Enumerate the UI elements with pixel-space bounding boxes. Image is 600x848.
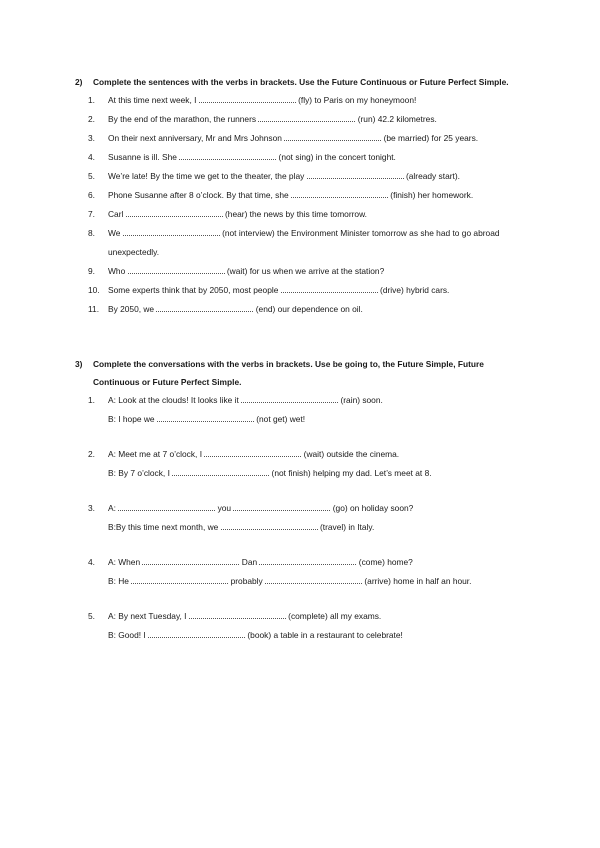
answer-blank[interactable]: [291, 189, 388, 198]
line-text: A: By next Tuesday, I: [108, 611, 189, 621]
item-text-post: (not sing) in the concert tonight.: [276, 152, 396, 162]
section-3-title-line-2: Continuous or Future Perfect Simple.: [93, 377, 242, 387]
item-number: 4.: [88, 557, 95, 567]
section-2: [0, 73, 600, 319]
line-text: A: Look at the clouds! It looks like it: [108, 395, 242, 405]
conversation-item: [0, 607, 600, 645]
item-number: 3.: [88, 133, 95, 143]
conversation-item: [0, 445, 600, 483]
conversation-line: [0, 445, 600, 464]
list-item: [0, 129, 600, 148]
list-item: [0, 281, 600, 300]
answer-blank[interactable]: [157, 413, 254, 422]
answer-blank[interactable]: [172, 467, 269, 476]
line-text: B: I hope we: [108, 414, 157, 424]
section-3-title-line-1: Complete the conversations with the verbs in brackets. Use be going to, the Future Simple, Future: [93, 359, 484, 369]
line-text: (book) a table in a restaurant to celebrate!: [245, 630, 403, 640]
list-item: [0, 148, 600, 167]
answer-blank[interactable]: [204, 448, 301, 457]
item-number: 2.: [88, 114, 95, 124]
conversation-line: [0, 553, 600, 572]
section-3: [0, 355, 600, 645]
answer-blank[interactable]: [128, 265, 225, 274]
answer-blank[interactable]: [284, 132, 381, 141]
line-text: (complete) all my exams.: [285, 611, 382, 621]
answer-blank[interactable]: [131, 575, 228, 584]
item-text-pre: Susanne is ill. She: [108, 152, 180, 162]
line-text: B: Good! I: [108, 630, 149, 640]
list-item-continuation: [0, 243, 600, 262]
line-text: B:By this time next month, we: [108, 522, 221, 532]
conversation-item: [0, 499, 600, 537]
section-2-list: [0, 91, 600, 319]
item-text-pre: We’re late! By the time we get to the theater, the play: [108, 171, 307, 181]
answer-blank[interactable]: [281, 284, 378, 293]
item-text-post: (hear) the news by this time tomorrow.: [222, 209, 367, 219]
line-text: (go) on holiday soon?: [330, 503, 414, 513]
item-number: 5.: [88, 171, 95, 181]
answer-blank[interactable]: [258, 113, 355, 122]
line-text: (not get) wet!: [253, 414, 306, 424]
conversation-line: [0, 518, 600, 537]
conversation-line: [0, 499, 600, 518]
item-number: 4.: [88, 152, 95, 162]
conversation-line: [0, 607, 600, 626]
line-text: B: By 7 o’clock, I: [108, 468, 173, 478]
conversation-line: [0, 626, 600, 645]
item-text-post: (run) 42.2 kilometres.: [355, 114, 437, 124]
item-text-post: (finish) her homework.: [387, 190, 474, 200]
section-3-heading: [0, 355, 600, 373]
list-item: [0, 224, 600, 243]
line-text: Dan: [239, 557, 260, 567]
answer-blank[interactable]: [307, 170, 404, 179]
item-text-post: (not interview) the Environment Minister tomorrow as she had to go abroad: [219, 228, 500, 238]
answer-blank[interactable]: [156, 303, 253, 312]
line-text: A:: [108, 503, 119, 513]
item-number: 6.: [88, 190, 95, 200]
item-number: 7.: [88, 209, 95, 219]
section-3-heading-cont: [0, 373, 600, 391]
item-text-pre: Phone Susanne after 8 o’clock. By that time, she: [108, 190, 291, 200]
conversation-line: [0, 572, 600, 591]
answer-blank[interactable]: [199, 94, 296, 103]
item-text-post: (wait) for us when we arrive at the station?: [224, 266, 385, 276]
answer-blank[interactable]: [148, 629, 245, 638]
line-text: B: He: [108, 576, 132, 586]
line-text: (travel) in Italy.: [317, 522, 375, 532]
line-text: you: [215, 503, 234, 513]
answer-blank[interactable]: [123, 227, 220, 236]
line-text: (come) home?: [356, 557, 413, 567]
item-text-post: (end) our dependence on oil.: [253, 304, 363, 314]
item-text-pre: Who: [108, 266, 128, 276]
answer-blank[interactable]: [233, 502, 330, 511]
list-item: [0, 186, 600, 205]
list-item: [0, 262, 600, 281]
item-number: 1.: [88, 95, 95, 105]
line-text: probably: [228, 576, 266, 586]
item-number: 9.: [88, 266, 95, 276]
item-number: 11.: [88, 304, 100, 314]
answer-blank[interactable]: [221, 521, 318, 530]
item-number: 10.: [88, 285, 100, 295]
item-text-pre: Carl: [108, 209, 126, 219]
section-3-number: 3): [75, 359, 83, 369]
conversation-line: [0, 464, 600, 483]
line-text: (rain) soon.: [338, 395, 383, 405]
item-text-pre: At this time next week, I: [108, 95, 199, 105]
item-number: 2.: [88, 449, 95, 459]
answer-blank[interactable]: [259, 556, 356, 565]
conversation-line: [0, 410, 600, 429]
item-number: 5.: [88, 611, 95, 621]
list-item: [0, 110, 600, 129]
item-number: 1.: [88, 395, 95, 405]
item-number: 3.: [88, 503, 95, 513]
answer-blank[interactable]: [126, 208, 223, 217]
line-text: (arrive) home in half an hour.: [362, 576, 472, 586]
item-text-post: (fly) to Paris on my honeymoon!: [295, 95, 417, 105]
item-text-pre: unexpectedly.: [108, 247, 160, 257]
list-item: [0, 205, 600, 224]
item-text-post: (already start).: [403, 171, 460, 181]
conversation-item: [0, 553, 600, 591]
item-text-pre: We: [108, 228, 123, 238]
item-text-pre: By the end of the marathon, the runners: [108, 114, 259, 124]
section-2-title: Complete the sentences with the verbs in brackets. Use the Future Continuous or Future Perfect Simple.: [93, 77, 509, 87]
answer-blank[interactable]: [189, 610, 286, 619]
item-text-pre: By 2050, we: [108, 304, 157, 314]
line-text: A: Meet me at 7 o’clock, I: [108, 449, 205, 459]
list-item: [0, 167, 600, 186]
list-item: [0, 91, 600, 110]
list-item: [0, 300, 600, 319]
answer-blank[interactable]: [179, 151, 276, 160]
section-2-heading: [0, 73, 600, 91]
section-2-number: 2): [75, 77, 83, 87]
answer-blank[interactable]: [241, 394, 338, 403]
line-text: (wait) outside the cinema.: [301, 449, 400, 459]
conversation-line: [0, 391, 600, 410]
conversation-item: [0, 391, 600, 429]
item-text-post: (be married) for 25 years.: [381, 133, 479, 143]
answer-blank[interactable]: [265, 575, 362, 584]
answer-blank[interactable]: [142, 556, 239, 565]
line-text: (not finish) helping my dad. Let’s meet at 8.: [269, 468, 432, 478]
answer-blank[interactable]: [118, 502, 215, 511]
item-text-pre: On their next anniversary, Mr and Mrs Johnson: [108, 133, 285, 143]
item-text-post: (drive) hybrid cars.: [377, 285, 450, 295]
line-text: A: When: [108, 557, 143, 567]
item-text-pre: Some experts think that by 2050, most people: [108, 285, 281, 295]
item-number: 8.: [88, 228, 95, 238]
